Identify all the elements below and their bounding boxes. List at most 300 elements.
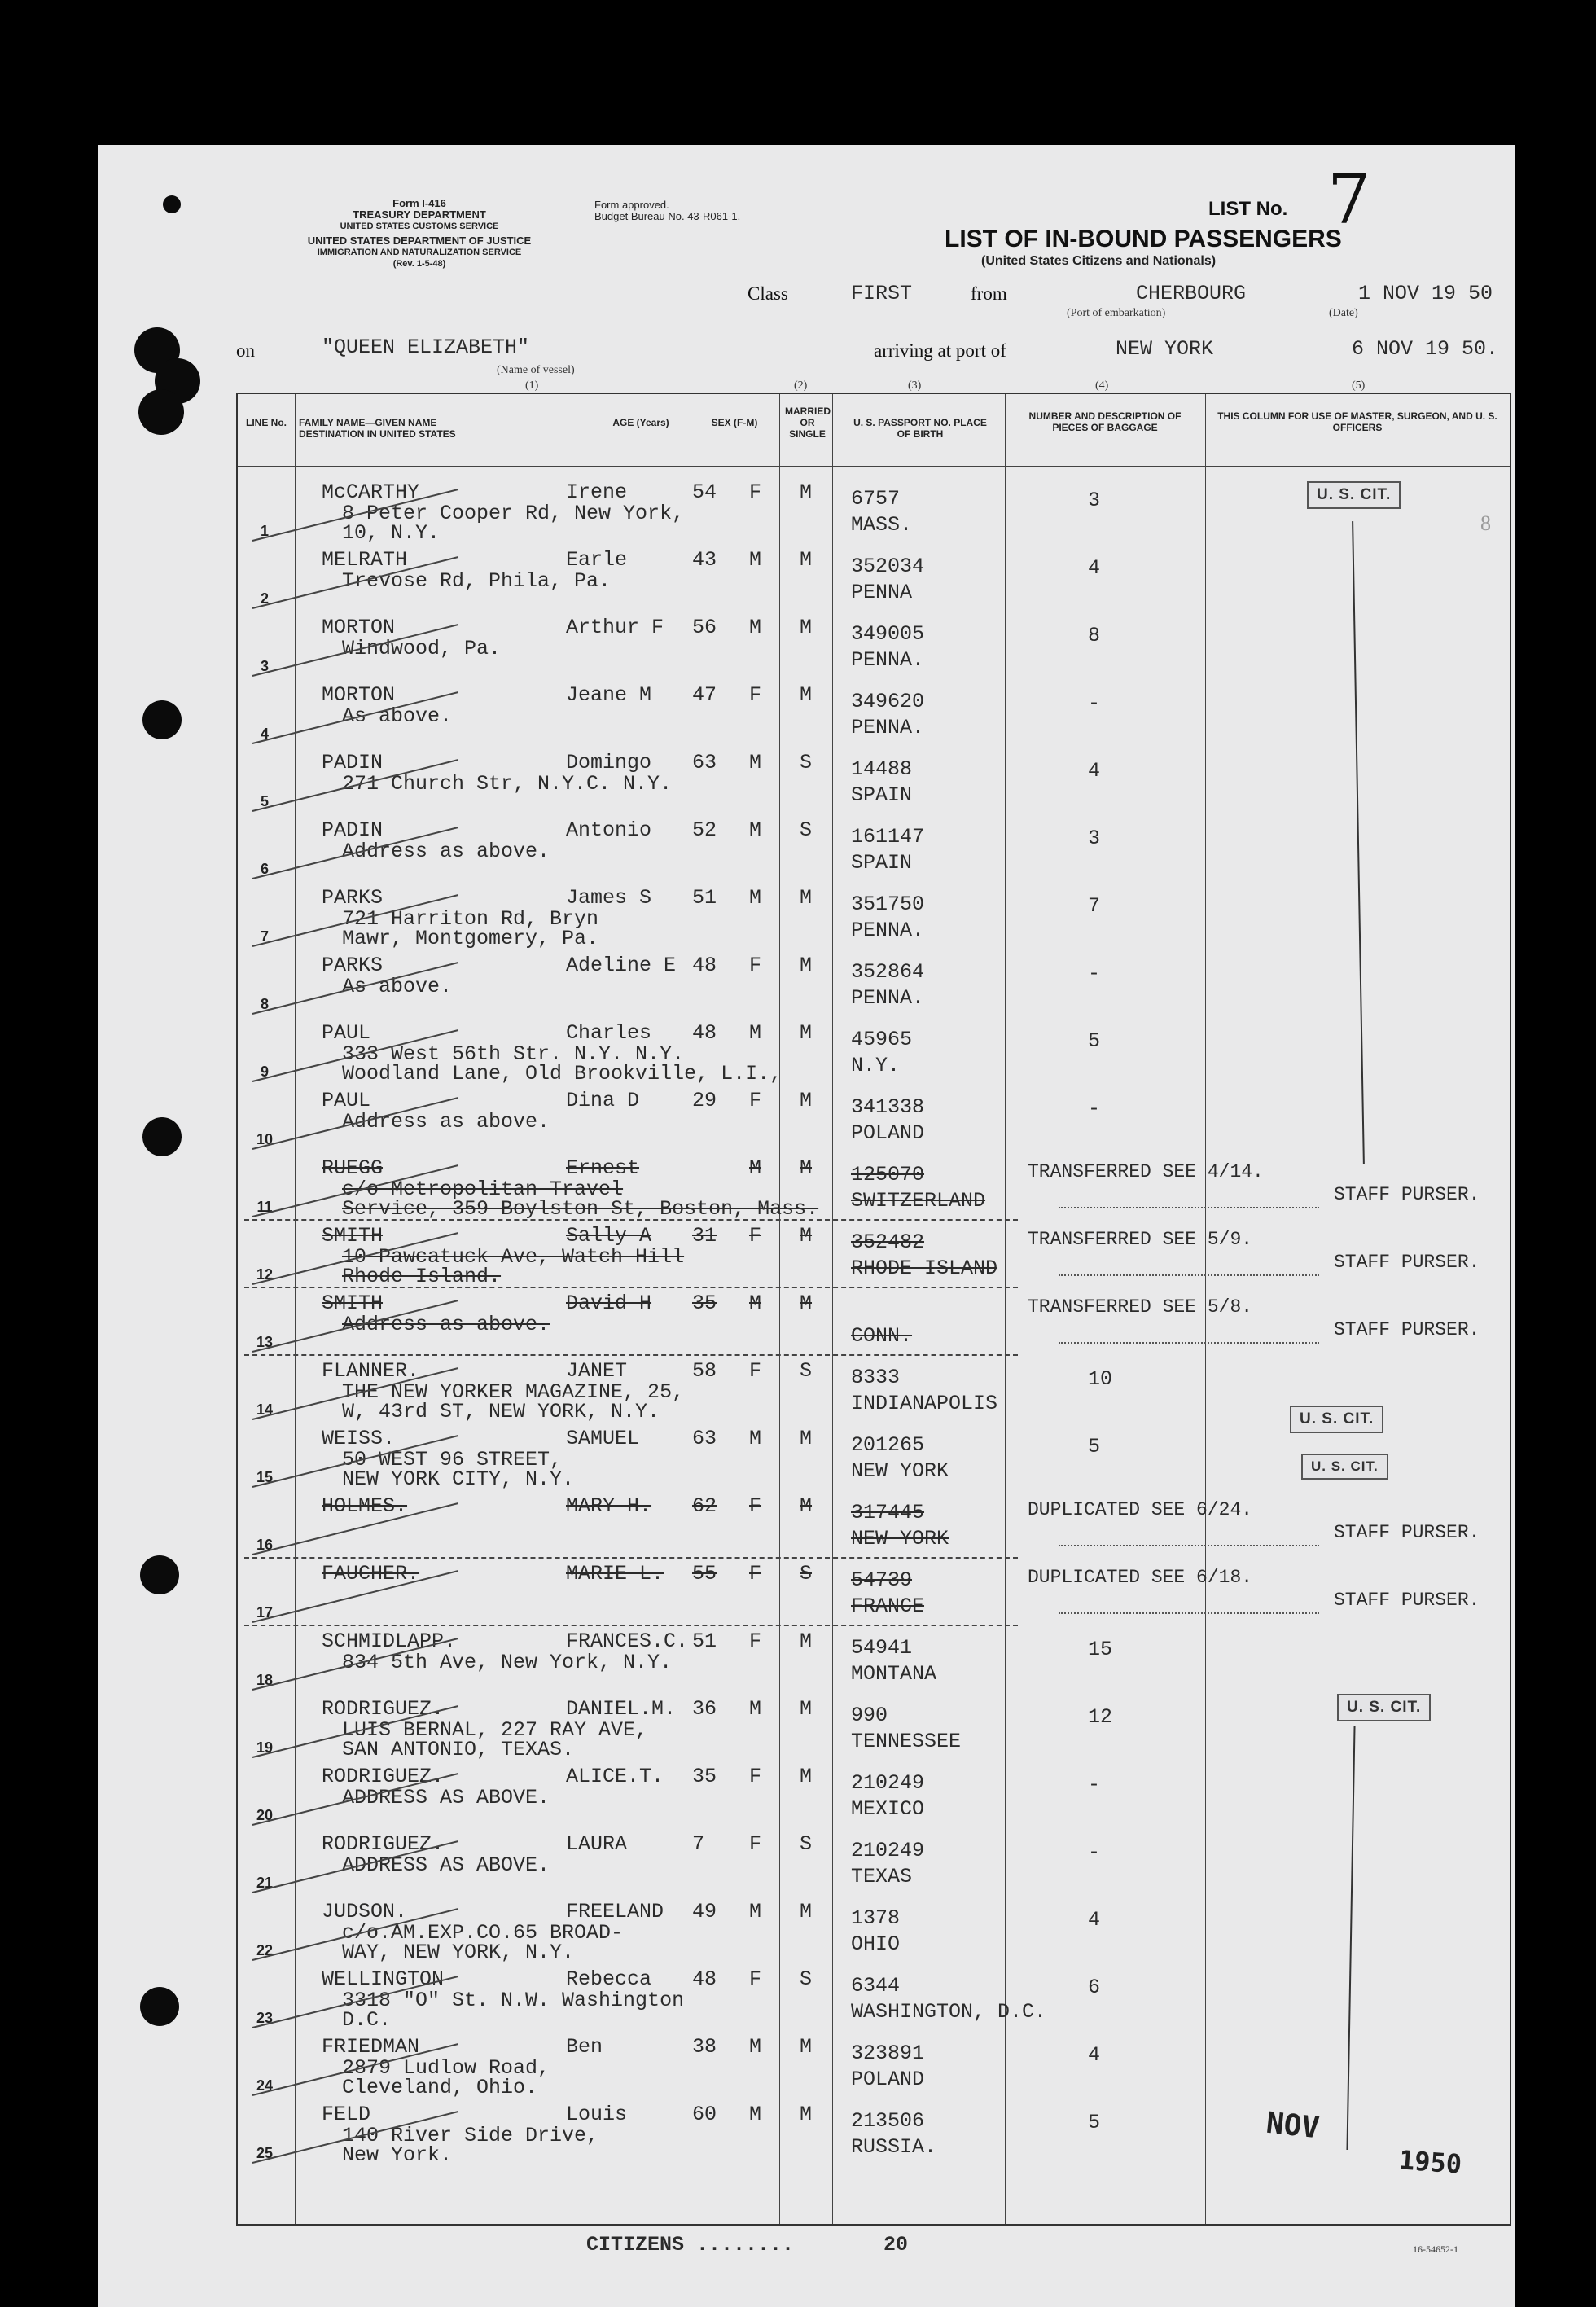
line-number: 23 [256,2010,274,2026]
sex: F [749,1765,762,1788]
table-row [0,548,1596,616]
place-of-birth: MASS. [851,513,913,537]
date-note: (Date) [1329,307,1358,319]
column-number: (4) [1095,379,1109,392]
marital-status: M [800,1089,813,1112]
place-of-birth: MEXICO [851,1797,925,1821]
marital-status: M [800,1900,813,1923]
on-label: on [236,340,255,361]
address-line: W, 43rd ST, NEW YORK, N.Y. [342,1400,660,1423]
address-line: SAN ANTONIO, TEXAS. [342,1738,575,1761]
age: 63 [692,751,717,774]
place-of-birth: PENNA. [851,919,925,942]
col-head-official-use: THIS COLUMN FOR USE OF MASTER, SURGEON, AND U. S. OFFICERS [1217,410,1497,433]
age: 58 [692,1359,717,1383]
marital-status: S [800,1967,813,1991]
family-name: PARKS [322,954,384,977]
family-name: PAUL [322,1089,371,1112]
line-number: 21 [256,1875,274,1891]
arriving-label: arriving at port of [874,340,1006,361]
passport-number: 210249 [851,1771,925,1795]
table-row [0,1765,1596,1832]
form-code: 16-54652-1 [1413,2243,1458,2255]
passport-number: 161147 [851,825,925,849]
sex: M [749,548,762,572]
sex: M [749,818,762,842]
table-row [0,886,1596,954]
signature-scrawl [1059,1324,1319,1344]
baggage-count: 5 [1088,1435,1101,1458]
baggage-count: 3 [1088,827,1101,850]
marital-status: M [800,1021,813,1045]
address-line: Woodland Lane, Old Brookville, L.I., [342,1062,783,1086]
address-line: 140 River Side Drive, [342,2124,599,2147]
us-citizen-stamp: U. S. CIT. [1290,1406,1383,1433]
family-name: RODRIGUEZ. [322,1832,445,1856]
passport-number: 349005 [851,622,925,646]
passport-number: 351750 [851,893,925,916]
sex: F [749,1832,762,1856]
line-number: 14 [256,1401,274,1418]
address-line: 2879 Ludlow Road, [342,2056,550,2080]
signature-scrawl [1059,1527,1319,1546]
marital-status: S [800,1562,813,1586]
baggage-count: 3 [1088,489,1101,512]
place-of-birth: OHIO [851,1932,901,1956]
arrival-port: NEW YORK [1116,337,1214,361]
family-name: FLANNER. [322,1359,420,1383]
marital-status: M [800,480,813,504]
age: 52 [692,818,717,842]
sex: F [749,1089,762,1112]
table-row [0,1629,1596,1697]
approval-block [594,200,740,222]
line-number: 9 [260,1064,269,1080]
line-number: 10 [256,1131,274,1147]
address-line: Address as above. [342,840,550,863]
baggage-count: 4 [1088,556,1101,580]
marital-status: M [800,954,813,977]
line-number: 17 [256,1604,274,1621]
table-row [0,1089,1596,1156]
transfer-note: DUPLICATED SEE 6/24. [1028,1499,1253,1520]
marital-status: S [800,1359,813,1383]
marital-status: M [800,616,813,639]
document-subtitle: (United States Citizens and Nationals) [981,254,1217,268]
sex: F [749,1967,762,1991]
passport-number: 14488 [851,757,913,781]
family-name: PADIN [322,751,384,774]
age: 38 [692,2035,717,2059]
line-number: 6 [260,861,269,877]
cancel-rule [244,1287,1018,1288]
punch-hole [163,195,181,213]
line-number: 19 [256,1739,274,1756]
table-row [0,1967,1596,2035]
place-of-birth: CONN. [851,1324,913,1348]
line-number: 12 [256,1266,274,1283]
marital-status: M [800,1494,813,1518]
given-name: Ernest [566,1156,640,1180]
family-name: JUDSON. [322,1900,408,1923]
family-name: SMITH [322,1292,384,1315]
address-line: 8 Peter Cooper Rd, New York, [342,502,685,525]
marital-status: M [800,2103,813,2126]
list-number-label: LIST No. [1208,198,1288,220]
address-line: ADDRESS AS ABOVE. [342,1786,550,1809]
passport-number: 341338 [851,1095,925,1119]
given-name: Jeane M [566,683,652,707]
passport-number: 125070 [851,1163,925,1186]
embarkation-port: CHERBOURG [1136,282,1247,305]
place-of-birth: SPAIN [851,851,913,875]
passport-number: 317445 [851,1501,925,1524]
line-number: 5 [260,793,269,809]
given-name: Antonio [566,818,652,842]
place-of-birth: TENNESSEE [851,1730,962,1753]
address-line: Trevose Rd, Phila, Pa. [342,569,612,593]
class-value: FIRST [851,282,913,305]
column-number: (2) [794,379,808,392]
table-row [0,1021,1596,1089]
age: 7 [692,1832,705,1856]
officer-note: STAFF PURSER. [1334,1522,1480,1543]
address-line: D.C. [342,2008,392,2032]
passport-number: 6344 [851,1974,901,1998]
given-name: FREELAND [566,1900,664,1923]
family-name: SCHMIDLAPP. [322,1629,457,1653]
marital-status: M [800,886,813,910]
place-of-birth: SWITZERLAND [851,1189,986,1213]
signature-scrawl [1059,1594,1319,1614]
family-name: RUEGG [322,1156,384,1180]
arrival-date: 6 NOV 19 50. [1352,337,1499,361]
address-line: As above. [342,975,453,998]
age: 35 [692,1292,717,1315]
baggage-count: 4 [1088,1908,1101,1932]
column-number: (3) [908,379,922,392]
family-name: MORTON [322,683,396,707]
address-line: Address as above. [342,1110,550,1134]
age: 60 [692,2103,717,2126]
given-name: Arthur F [566,616,664,639]
age: 35 [692,1765,717,1788]
marital-status: M [800,548,813,572]
passport-number: 54739 [851,1568,913,1592]
place-of-birth: WASHINGTON, D.C. [851,2000,1047,2024]
place-of-birth: NEW YORK [851,1527,949,1550]
sex: F [749,683,762,707]
given-name: JANET [566,1359,628,1383]
officer-note: STAFF PURSER. [1334,1252,1480,1273]
marital-status: S [800,1832,813,1856]
passport-number: 201265 [851,1433,925,1457]
given-name: DANIEL.M. [566,1697,677,1721]
address-line: New York. [342,2143,453,2167]
passport-number: 323891 [851,2042,925,2065]
line-number: 2 [260,590,269,607]
sex: F [749,1359,762,1383]
line-number: 24 [256,2077,274,2094]
sex: F [749,954,762,977]
cancel-rule [244,1219,1018,1221]
given-name: MARIE L. [566,1562,664,1586]
sex: M [749,1156,762,1180]
agency-line: UNITED STATES DEPARTMENT OF JUSTICE [307,235,532,247]
place-of-birth: RUSSIA. [851,2135,937,2159]
line-number: 13 [256,1334,274,1350]
given-name: Irene [566,480,628,504]
punch-hole [138,389,184,435]
passport-number: 54941 [851,1636,913,1660]
place-of-birth: PENNA [851,581,913,604]
line-number: 1 [260,523,269,539]
sex: M [749,751,762,774]
marital-status: M [800,1629,813,1653]
us-citizen-stamp: U. S. CIT. [1307,481,1401,509]
from-label: from [971,283,1007,304]
col-head-line: LINE No. [246,417,287,428]
family-name: PADIN [322,818,384,842]
family-name: MELRATH [322,548,408,572]
family-name: PARKS [322,886,384,910]
passport-number: 352034 [851,555,925,578]
table-row [0,1832,1596,1900]
transfer-note: TRANSFERRED SEE 4/14. [1028,1161,1264,1182]
header-rule [238,466,1510,467]
marital-status: S [800,818,813,842]
sex: M [749,1021,762,1045]
officer-note: STAFF PURSER. [1334,1319,1480,1340]
approval-line: Budget Bureau No. 43-R061-1. [594,210,741,222]
place-of-birth: FRANCE [851,1594,925,1618]
given-name: Dina D [566,1089,640,1112]
age: 51 [692,1629,717,1653]
line-number: 25 [256,2145,274,2161]
table-row [0,2035,1596,2103]
citizens-count-label: CITIZENS ........ [586,2233,795,2257]
marital-status: S [800,751,813,774]
place-of-birth: INDIANAPOLIS [851,1392,998,1415]
passport-number: 1378 [851,1906,901,1930]
baggage-count: 4 [1088,2043,1101,2067]
given-name: Charles [566,1021,652,1045]
baggage-count: - [1088,1840,1101,1864]
column-number: (5) [1352,379,1366,392]
passport-number: 990 [851,1704,888,1727]
line-number: 11 [256,1199,273,1215]
given-name: FRANCES.C. [566,1629,689,1653]
sex: M [749,616,762,639]
address-line: 10, N.Y. [342,521,441,545]
address-line: ADDRESS AS ABOVE. [342,1853,550,1877]
line-number: 3 [260,658,269,674]
family-name: WELLINGTON [322,1967,445,1991]
baggage-count: 4 [1088,759,1101,783]
transfer-note: TRANSFERRED SEE 5/8. [1028,1296,1253,1318]
col-head-sex: SEX (F-M) [711,417,758,428]
sex: F [749,1224,762,1248]
baggage-count: 5 [1088,1029,1101,1053]
place-of-birth: PENNA. [851,648,925,672]
baggage-count: 15 [1088,1638,1113,1661]
marital-status: M [800,1697,813,1721]
line-number: 18 [256,1672,274,1688]
col-head-married: MARRIED OR SINGLE [785,406,831,440]
transfer-note: DUPLICATED SEE 6/18. [1028,1567,1253,1588]
age: 56 [692,616,717,639]
agency-line: IMMIGRATION AND NATURALIZATION SERVICE [317,248,522,257]
place-of-birth: POLAND [851,1121,925,1145]
age: 62 [692,1494,717,1518]
marital-status: M [800,1765,813,1788]
address-line: Windwood, Pa. [342,637,502,660]
passport-number: 210249 [851,1839,925,1862]
col-head-name: FAMILY NAME—GIVEN NAME DESTINATION IN UNITED STATES [299,417,456,440]
baggage-count: 7 [1088,894,1101,918]
family-name: PAUL [322,1021,371,1045]
document-title: LIST OF IN-BOUND PASSENGERS [945,226,1342,252]
citizens-count: 20 [884,2233,909,2257]
address-line: 834 5th Ave, New York, N.Y. [342,1651,673,1674]
list-number: 7 [1327,160,1371,239]
age: 43 [692,548,717,572]
class-label: Class [748,283,788,304]
col-head-age: AGE (Years) [612,417,669,428]
address-line: Rhode Island. [342,1265,502,1288]
sex: M [749,886,762,910]
sex: F [749,480,762,504]
marital-status: M [800,2035,813,2059]
given-name: Ben [566,2035,603,2059]
family-name: HOLMES. [322,1494,408,1518]
address-line: Address as above. [342,1313,550,1336]
given-name: Domingo [566,751,652,774]
place-of-birth: PENNA. [851,716,925,739]
embarkation-note: (Port of embarkation) [1067,307,1166,319]
place-of-birth: MONTANA [851,1662,937,1686]
passport-number: 349620 [851,690,925,713]
family-name: MORTON [322,616,396,639]
address-line: Mawr, Montgomery, Pa. [342,927,599,950]
received-date-stamp [1265,2107,1321,2146]
place-of-birth: RHODE ISLAND [851,1257,998,1280]
age: 36 [692,1697,717,1721]
us-citizen-stamp: U. S. CIT. [1337,1694,1431,1721]
address-line: 271 Church Str, N.Y.C. N.Y. [342,772,673,796]
agency-line: UNITED STATES CUSTOMS SERVICE [340,221,499,231]
table-row [0,1900,1596,1967]
address-line: 333 West 56th Str. N.Y. N.Y. [342,1042,685,1066]
place-of-birth: TEXAS [851,1865,913,1888]
table-row [0,616,1596,683]
sex: F [749,1562,762,1586]
form-number: Form I-416 [392,197,446,209]
sex: F [749,1494,762,1518]
address-line: c/o.AM.EXP.CO.65 BROAD- [342,1921,624,1945]
stamp-month: NOV [1265,2106,1321,2146]
cancel-rule [244,1557,1018,1559]
family-name: FRIEDMAN [322,2035,420,2059]
sex: F [749,1629,762,1653]
given-name: ALICE.T. [566,1765,664,1788]
given-name: David H [566,1292,652,1315]
agency-line: TREASURY DEPARTMENT [353,208,486,221]
address-line: THE NEW YORKER MAGAZINE, 25, [342,1380,685,1404]
given-name: Sally A [566,1224,652,1248]
baggage-count: 5 [1088,2111,1101,2134]
signature-scrawl [1059,1189,1319,1208]
vessel-note: (Name of vessel) [497,364,575,376]
given-name: Rebecca [566,1967,652,1991]
address-line: WAY, NEW YORK, N.Y. [342,1941,575,1964]
line-number: 20 [256,1807,274,1823]
line-number: 15 [256,1469,274,1485]
form-agency-block [232,198,607,270]
sex: M [749,2103,762,2126]
baggage-count: 12 [1088,1705,1113,1729]
family-name: RODRIGUEZ. [322,1765,445,1788]
family-name: FELD [322,2103,371,2126]
address-line: Service, 359 Boylston St, Boston, Mass. [342,1197,819,1221]
address-line: NEW YORK CITY, N.Y. [342,1467,575,1491]
age: 48 [692,1967,717,1991]
passport-number: 213506 [851,2109,925,2133]
age: 54 [692,480,717,504]
signature-scrawl [1059,1257,1319,1276]
age: 31 [692,1224,717,1248]
age: 48 [692,954,717,977]
line-number: 8 [260,996,269,1012]
vessel-name: "QUEEN ELIZABETH" [322,336,530,359]
baggage-count: - [1088,962,1101,985]
address-line: 721 Harriton Rd, Bryn [342,907,599,931]
given-name: SAMUEL [566,1427,640,1450]
line-number: 7 [260,928,269,945]
line-number: 22 [256,1942,274,1958]
baggage-count: - [1088,691,1101,715]
table-row [0,2103,1596,2170]
passport-number: 352864 [851,960,925,984]
margin-mark: 8 [1480,511,1491,535]
given-name: Louis [566,2103,628,2126]
baggage-count: 6 [1088,1976,1101,1999]
place-of-birth: N.Y. [851,1054,901,1077]
age: 47 [692,683,717,707]
address-line: LUIS BERNAL, 227 RAY AVE, [342,1718,648,1742]
family-name: SMITH [322,1224,384,1248]
address-line: As above. [342,704,453,728]
place-of-birth: PENNA. [851,986,925,1010]
marital-status: M [800,1224,813,1248]
sex: M [749,1292,762,1315]
approval-line: Form approved. [594,199,669,211]
family-name: RODRIGUEZ. [322,1697,445,1721]
marital-status: M [800,683,813,707]
officer-note: STAFF PURSER. [1334,1590,1480,1611]
marital-status: M [800,1292,813,1315]
age: 63 [692,1427,717,1450]
line-number: 16 [256,1537,274,1553]
baggage-count: 8 [1088,624,1101,647]
age: 49 [692,1900,717,1923]
age: 55 [692,1562,717,1586]
passport-number: 352482 [851,1230,925,1254]
age: 48 [692,1021,717,1045]
transfer-note: TRANSFERRED SEE 5/9. [1028,1229,1253,1250]
us-citizen-stamp: U. S. CIT. [1301,1454,1388,1480]
given-name: Earle [566,548,628,572]
